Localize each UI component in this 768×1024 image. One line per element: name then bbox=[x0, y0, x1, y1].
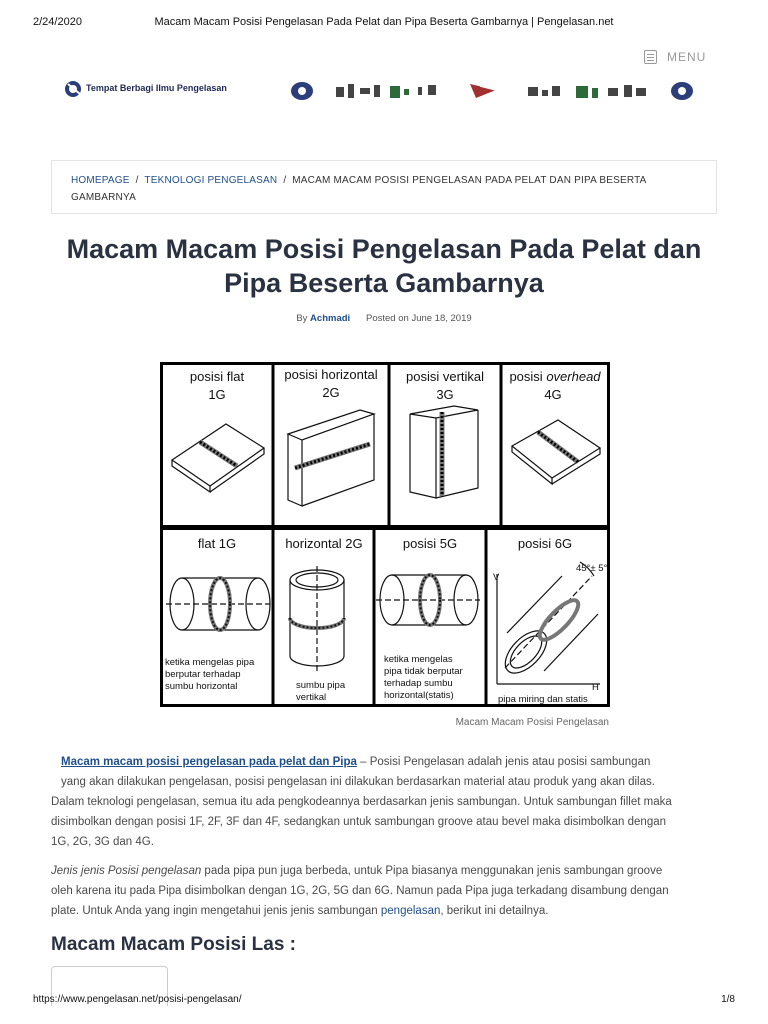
page-title: Macam Macam Posisi Pengelasan Pada Pelat dan Pipa Beserta Gambarnya bbox=[66, 234, 702, 298]
site-tagline: Tempat Berbagi Ilmu Pengelasan bbox=[86, 83, 227, 93]
menu-icon bbox=[644, 50, 657, 64]
paragraph-intro: Macam macam posisi pengelasan pada pelat dan Pipa – Posisi Pengelasan adalah jenis atau posisi sambungan yang akan dilakukan pengelasan, posisi pengelasan ini dilakukan berdasarkan material atau produk yang akan dilas. Dalam teknologi pengelasan, semua itu ada pengkodeannya berdasarkan jenis sambungan. Untuk sambungan fillet maka disimbolkan dengan posisi 1F, 2F, 3F dan 4F, sedangkan untuk sambungan groove atau bevel maka disimbolkan dengan 1G, 2G, 3G dan 4G. bbox=[51, 756, 672, 848]
breadcrumb-category[interactable]: TEKNOLOGI PENGELASAN bbox=[144, 175, 278, 186]
menu-label: MENU bbox=[667, 50, 707, 64]
svg-text:sumbu horizontal: sumbu horizontal bbox=[165, 681, 238, 692]
pipe-2g-note: sumbu pipa bbox=[296, 680, 346, 691]
pipe-1g-note: ketika mengelas pipa bbox=[165, 657, 255, 668]
plate-3g-label: posisi vertikal bbox=[405, 369, 485, 384]
axis-h-label: H bbox=[592, 682, 599, 693]
print-title: Macam Macam Posisi Pengelasan Pada Pelat dan Pipa Beserta Gambarnya | Pengelasan.net bbox=[154, 16, 614, 28]
site-header bbox=[64, 78, 704, 108]
welding-positions-figure bbox=[160, 362, 610, 707]
print-url: https://www.pengelasan.net/posisi-pengelasan/ bbox=[33, 994, 242, 1005]
figure-caption: Macam Macam Posisi Pengelasan bbox=[455, 717, 609, 728]
section-heading: Macam Macam Posisi Las : bbox=[51, 934, 296, 955]
post-meta bbox=[0, 313, 768, 324]
plate-1g-label: posisi flat bbox=[189, 369, 245, 384]
breadcrumb bbox=[51, 160, 717, 214]
plate-4g-label: posisi overhead bbox=[509, 369, 601, 384]
pengelasan-link[interactable]: pengelasan bbox=[380, 905, 441, 917]
pipe-6g-angle: 45°± 5° bbox=[576, 563, 608, 574]
axis-v-label: V bbox=[493, 572, 500, 583]
by-label: By bbox=[296, 313, 308, 324]
breadcrumb-current: MACAM MACAM POSISI PENGELASAN PADA PELAT DAN PIPA BESERTA GAMBARNYA bbox=[71, 175, 646, 203]
plate-1g-code: 1G bbox=[208, 387, 226, 402]
pipe-5g-label: posisi 5G bbox=[402, 536, 458, 551]
intro-link[interactable]: Macam macam posisi pengelasan pada pelat dan Pipa bbox=[61, 756, 357, 768]
pipe-5g-note: ketika mengelas bbox=[384, 654, 453, 665]
breadcrumb-separator: / bbox=[135, 175, 139, 186]
print-page-number: 1/8 bbox=[721, 994, 735, 1005]
plate-3g-code: 3G bbox=[436, 387, 454, 402]
author-link[interactable]: Achmadi bbox=[310, 313, 351, 324]
breadcrumb-home[interactable]: HOMEPAGE bbox=[71, 175, 130, 186]
plate-2g-label: posisi horizontal bbox=[284, 367, 378, 382]
pipe-1g-label: flat 1G bbox=[197, 536, 237, 551]
menu-button[interactable] bbox=[644, 50, 706, 64]
print-date: 2/24/2020 bbox=[33, 16, 82, 28]
post-date: Posted on June 18, 2019 bbox=[366, 313, 472, 324]
pipe-2g-label: horizontal 2G bbox=[285, 536, 363, 551]
plate-2g-code: 2G bbox=[322, 385, 340, 400]
plate-4g-code: 4G bbox=[544, 387, 562, 402]
svg-text:berputar terhadap: berputar terhadap bbox=[165, 669, 241, 680]
pipe-6g-note: pipa miring dan statis bbox=[498, 694, 588, 705]
banner-graphics bbox=[290, 78, 700, 104]
paragraph-pipe: Jenis jenis Posisi pengelasan pada pipa pun juga berbeda, untuk Pipa biasanya menggunakan jenis sambungan groove oleh karena itu pada Pipa disimbolkan dengan 1G, 2G, 5G dan 6G. Namun pada Pipa juga terkadang disambung dengan plate. Untuk Anda yang ingin mengetahui jenis jenis sambungan pengelasan, berikut ini detailnya. bbox=[51, 865, 669, 917]
svg-text:pipa tidak berputar: pipa tidak berputar bbox=[384, 666, 463, 677]
breadcrumb-separator: / bbox=[283, 175, 287, 186]
svg-text:vertikal: vertikal bbox=[296, 692, 327, 703]
svg-text:terhadap sumbu: terhadap sumbu bbox=[384, 678, 453, 689]
svg-text:horizontal(statis): horizontal(statis) bbox=[384, 690, 454, 701]
pipe-6g-label: posisi 6G bbox=[517, 536, 573, 551]
site-logo-icon[interactable] bbox=[64, 78, 84, 100]
